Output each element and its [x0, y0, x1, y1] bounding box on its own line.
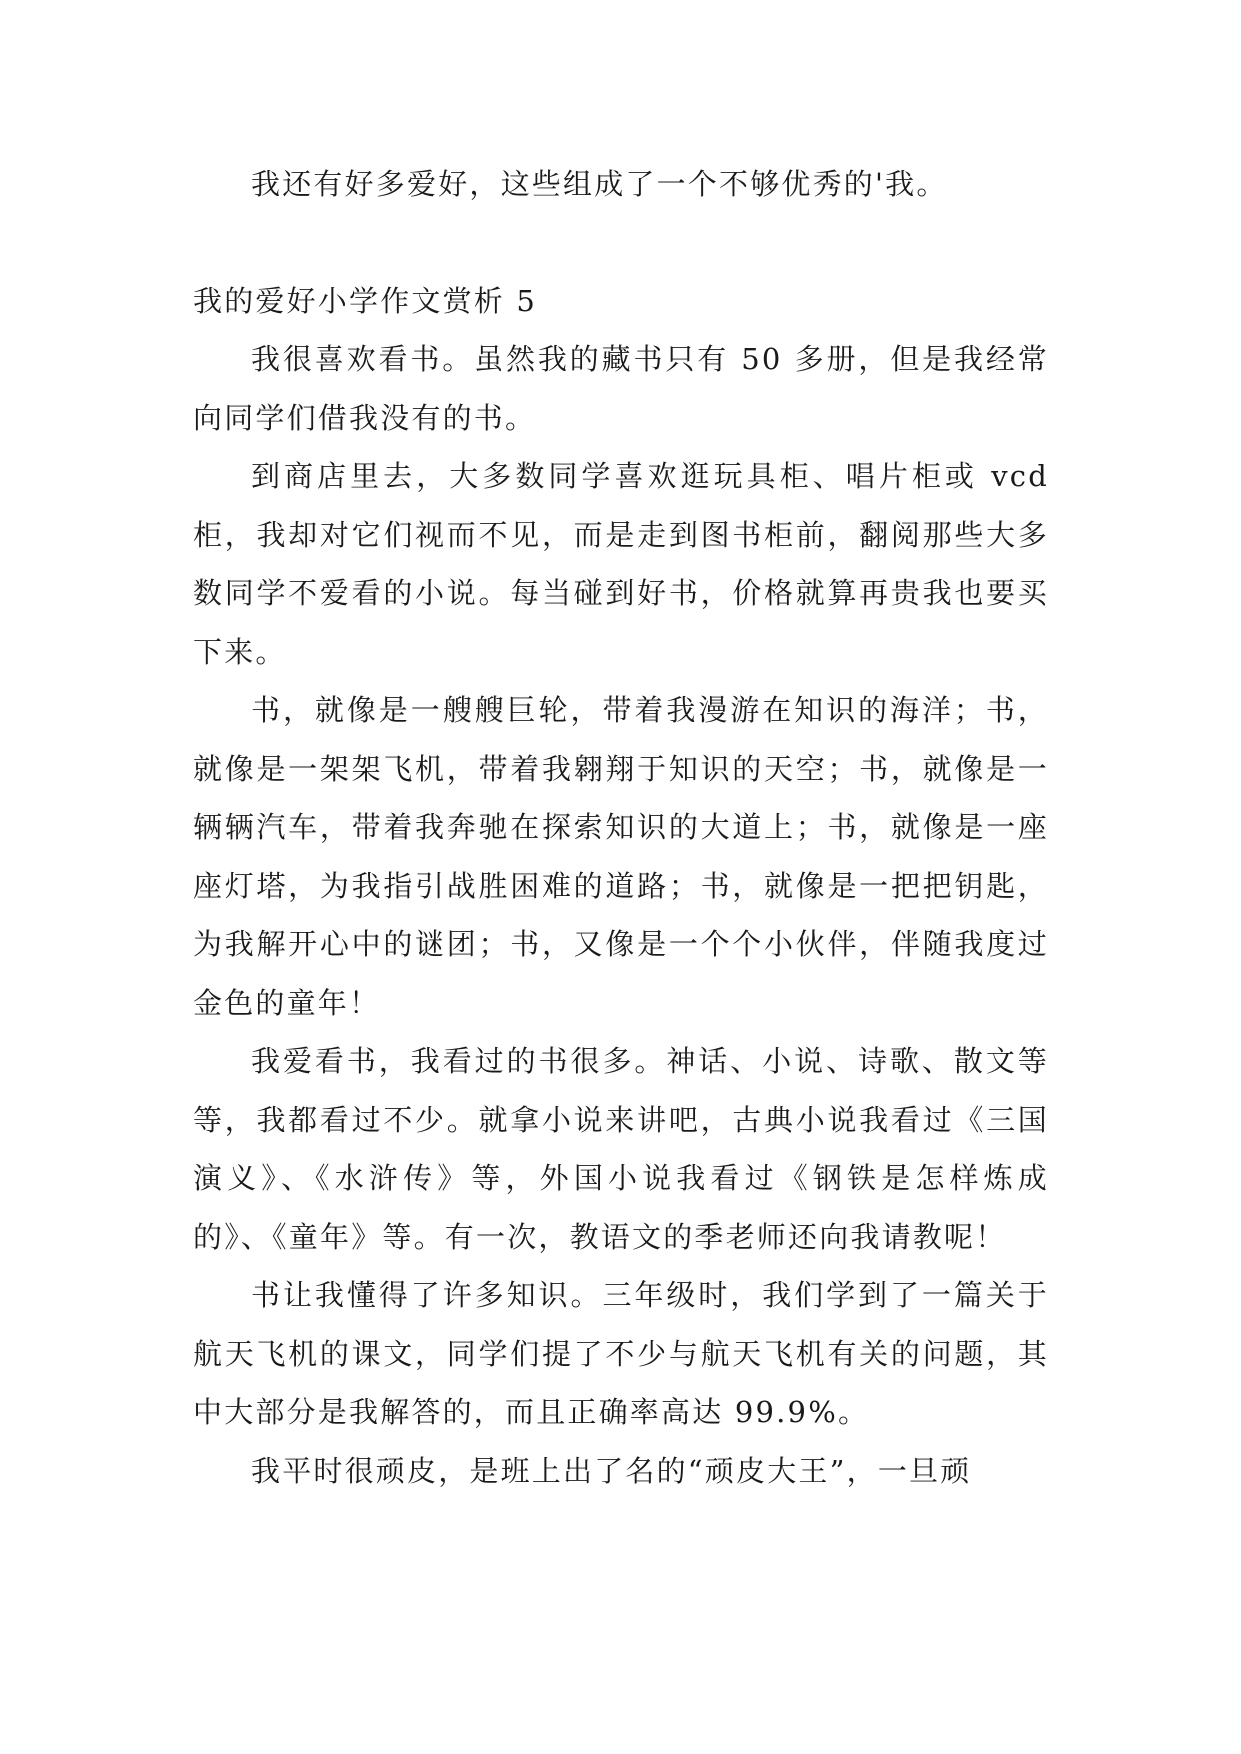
body-paragraph-6: 我平时很顽皮，是班上出了名的“顽皮大王”，一旦顽 [251, 1453, 972, 1488]
intro-closing-paragraph: 我还有好多爱好，这些组成了一个不够优秀的'我。 [251, 167, 948, 201]
body-paragraph-2: 到商店里去，大多数同学喜欢逛玩具柜、唱片柜或 vcd 柜，我却对它们视而不见，而是走到图书柜前，翻阅那些大多数同学不爱看的小说。每当碰到好书，价格就算再贵我也要买下来。 [193, 459, 1049, 669]
body-paragraph-5: 书让我懂得了许多知识。三年级时，我们学到了一篇关于航天飞机的课文，同学们提了不少与航天飞机有关的问题，其中大部分是我解答的，而且正确率高达 99.9%。 [193, 1278, 1049, 1429]
body-paragraph-3: 书，就像是一艘艘巨轮，带着我漫游在知识的海洋；书，就像是一架架飞机，带着我翱翔于知识的天空；书，就像是一辆辆汽车，带着我奔驰在探索知识的大道上；书，就像是一座座灯塔，为我指引战胜困难的道路；书，就像是一把把钥匙，为我解开心中的谜团；书，又像是一个个小伙伴，伴随我度过金色的童年！ [193, 693, 1049, 1020]
document-body [193, 155, 1049, 1500]
section-title: 我的爱好小学作文赏析 5 [193, 283, 538, 318]
body-paragraph-4: 我爱看书，我看过的书很多。神话、小说、诗歌、散文等等，我都看过不少。就拿小说来讲吧，古典小说我看过《三国演义》、《水浒传》等，外国小说我看过《钢铁是怎样炼成的》、《童年》等。有一次，教语文的季老师还向我请教呢！ [193, 1044, 1049, 1254]
body-paragraph-1: 我很喜欢看书。虽然我的藏书只有 50 多册，但是我经常向同学们借我没有的书。 [193, 342, 1049, 435]
